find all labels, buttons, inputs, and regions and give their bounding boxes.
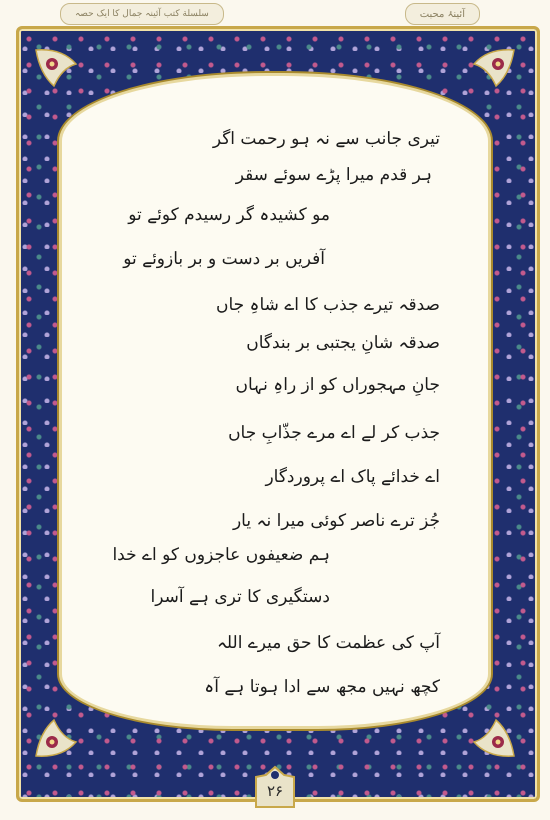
verse-line: ہم ضعیفوں عاجزوں کو اے خدا [112, 545, 330, 565]
verse-line: مو کشیدہ گر رسیدم کوئے تو [128, 205, 330, 225]
verse-line: جُز ترے ناصر کوئی میرا نہ یار [232, 511, 440, 531]
verse-line: جانِ مہجوراں کو از راہِ نہاں [235, 375, 440, 395]
corner-ornament-icon [456, 46, 518, 96]
verse-line: کچھ نہیں مجھ سے ادا ہوتا ہے آہ [204, 677, 440, 697]
verse-line: دستگیری کا تری ہے آسرا [150, 587, 330, 607]
verse-line: صدقہ شانِ یجتبی بر بندگاں [246, 333, 440, 353]
verse-line: تیری جانب سے نہ ہو رحمت اگر [212, 129, 440, 149]
corner-ornament-icon [32, 710, 94, 760]
verse-line: اے خدائے پاک اے پروردگار [265, 467, 440, 487]
header-right-cartouche: آئینۂ محبت [405, 3, 480, 25]
page-number: ۲۶ [266, 782, 284, 800]
verse-line: آپ کی عظمت کا حق میرے اللہ [216, 633, 440, 653]
verse-line: صدقہ تیرے جذب کا اے شاہِ جاں [215, 295, 440, 315]
verse-line: آفریں بر دست و بر بازوئے تو [123, 249, 325, 269]
verse-line: جذب کر لے اے مرے جذّابِ جاں [228, 423, 440, 443]
corner-ornament-icon [456, 710, 518, 760]
page-header [0, 0, 550, 28]
verse-line: ہر قدم میرا پڑے سوئے سقر [235, 165, 432, 185]
header-left-cartouche: سلسلة كتب آئينہ جمال کا ایک حصہ [60, 3, 224, 25]
corner-ornament-icon [32, 46, 94, 96]
